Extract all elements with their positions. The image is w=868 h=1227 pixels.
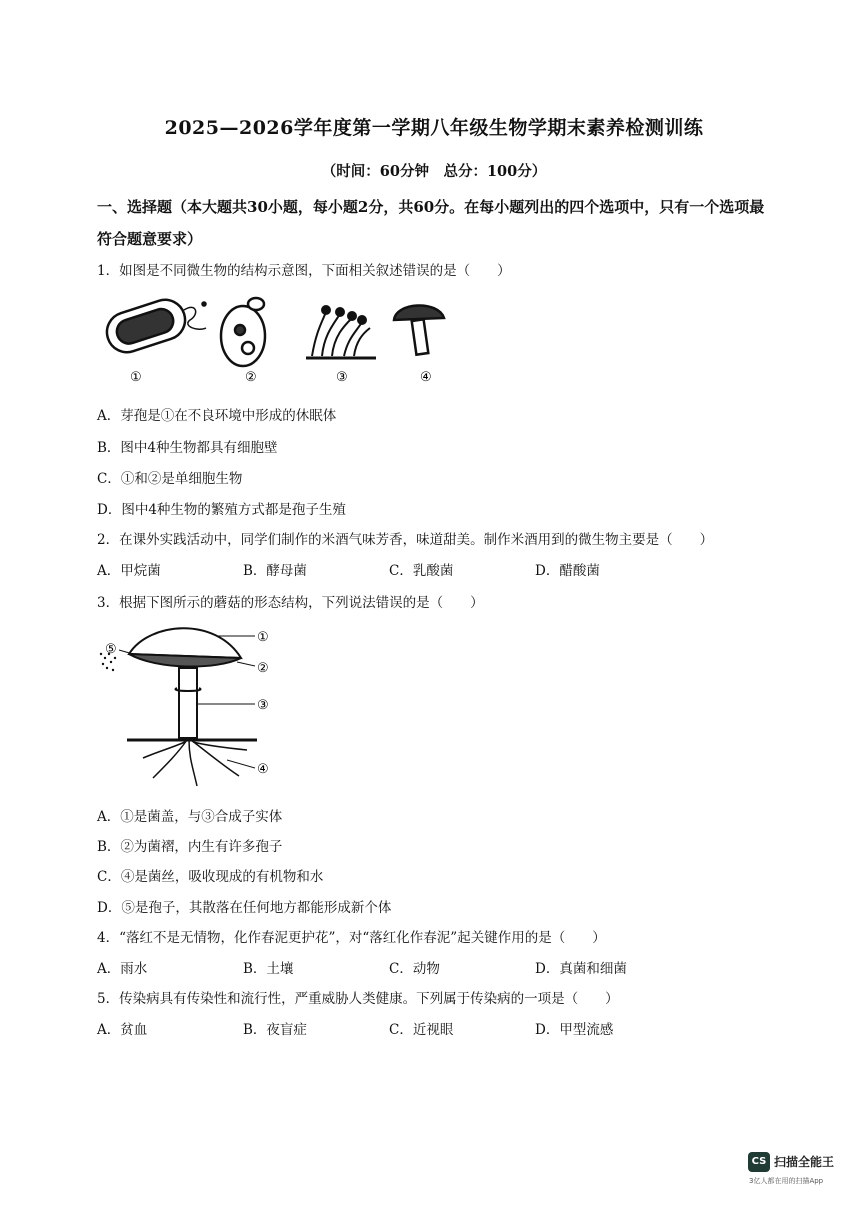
figure-label-1: ①	[257, 630, 269, 645]
question-3-option-a[interactable]: A．①是菌盖，与③合成子实体	[97, 809, 283, 825]
question-2-option-c[interactable]: C．乳酸菌	[389, 563, 454, 579]
question-5-option-c[interactable]: C．近视眼	[389, 1022, 454, 1038]
question-5-option-a[interactable]: A．贫血	[97, 1022, 148, 1038]
question-2-options	[97, 559, 777, 579]
question-4-option-c[interactable]: C．动物	[389, 961, 440, 977]
mushroom-cap	[129, 628, 241, 666]
yeast-drawing	[221, 298, 265, 366]
question-3-stem: 3．根据下图所示的蘑菇的形态结构，下列说法错误的是（ ）	[97, 595, 484, 611]
question-3-option-c[interactable]: C．④是菌丝，吸收现成的有机物和水	[97, 869, 324, 885]
figure-label-1: ①	[130, 370, 142, 385]
question-1-stem: 1．如图是不同微生物的结构示意图，下面相关叙述错误的是（ ）	[97, 263, 511, 279]
question-1-option-a[interactable]: A．芽孢是①在不良环境中形成的休眠体	[97, 408, 337, 424]
mushroom-stipe	[175, 668, 200, 738]
question-4-option-b[interactable]: B．土壤	[243, 961, 294, 977]
bacterium-drawing	[102, 295, 206, 358]
question-1-option-b[interactable]: B．图中4种生物都具有细胞壁	[97, 440, 278, 456]
figure-label-5: ⑤	[105, 642, 117, 657]
figure-label-2: ②	[245, 370, 257, 385]
section-heading: 一、选择题（本大题共30小题，每小题2分，共60分。在每小题列出的四个选项中，只有一个选项最符合题意要求）	[97, 198, 765, 248]
microbe-figure	[100, 292, 450, 387]
question-3-option-b[interactable]: B．②为菌褶，内生有许多孢子	[97, 839, 283, 855]
scanner-tagline: 3亿人都在用的扫描App	[749, 1177, 824, 1185]
question-2-stem: 2．在课外实践活动中，同学们制作的米酒气味芳香，味道甜美。制作米酒用到的微生物主要是（ ）	[97, 532, 714, 548]
question-2-option-b[interactable]: B．酵母菌	[243, 563, 307, 579]
question-2-option-a[interactable]: A．甲烷菌	[97, 563, 161, 579]
mold-drawing	[306, 306, 376, 358]
question-5-option-b[interactable]: B．夜盲症	[243, 1022, 307, 1038]
figure-label-4: ④	[257, 762, 269, 777]
page-title: 2025—2026学年度第一学期八年级生物学期末素养检测训练	[164, 117, 704, 139]
scanner-app-name: 扫描全能王	[774, 1155, 835, 1169]
question-1-option-d[interactable]: D．图中4种生物的繁殖方式都是孢子生殖	[97, 502, 346, 518]
question-4-option-a[interactable]: A．雨水	[97, 961, 148, 977]
figure-label-3: ③	[257, 698, 269, 713]
question-2-option-d[interactable]: D．醋酸菌	[535, 563, 600, 579]
question-5-option-d[interactable]: D．甲型流感	[535, 1022, 614, 1038]
figure-label-2: ②	[257, 661, 269, 676]
question-4-stem: 4．“落红不是无情物，化作春泥更护花”，对“落红化作春泥”起关键作用的是（ ）	[97, 930, 606, 946]
figure-label-4: ④	[420, 370, 432, 385]
question-3-option-d[interactable]: D．⑤是孢子，其散落在任何地方都能形成新个体	[97, 900, 392, 916]
mushroom-structure-figure	[97, 618, 287, 793]
question-5-options	[97, 1018, 777, 1038]
question-4-option-d[interactable]: D．真菌和细菌	[535, 961, 627, 977]
question-4-options	[97, 957, 777, 977]
scanner-logo-icon: CS	[748, 1152, 770, 1172]
question-5-stem: 5．传染病具有传染性和流行性，严重威胁人类健康。下列属于传染病的一项是（ ）	[97, 991, 619, 1007]
mushroom-drawing	[394, 305, 444, 354]
figure-label-3: ③	[336, 370, 348, 385]
question-1-option-c[interactable]: C．①和②是单细胞生物	[97, 471, 243, 487]
exam-info: （时间：60分钟 总分：100分）	[321, 163, 547, 180]
